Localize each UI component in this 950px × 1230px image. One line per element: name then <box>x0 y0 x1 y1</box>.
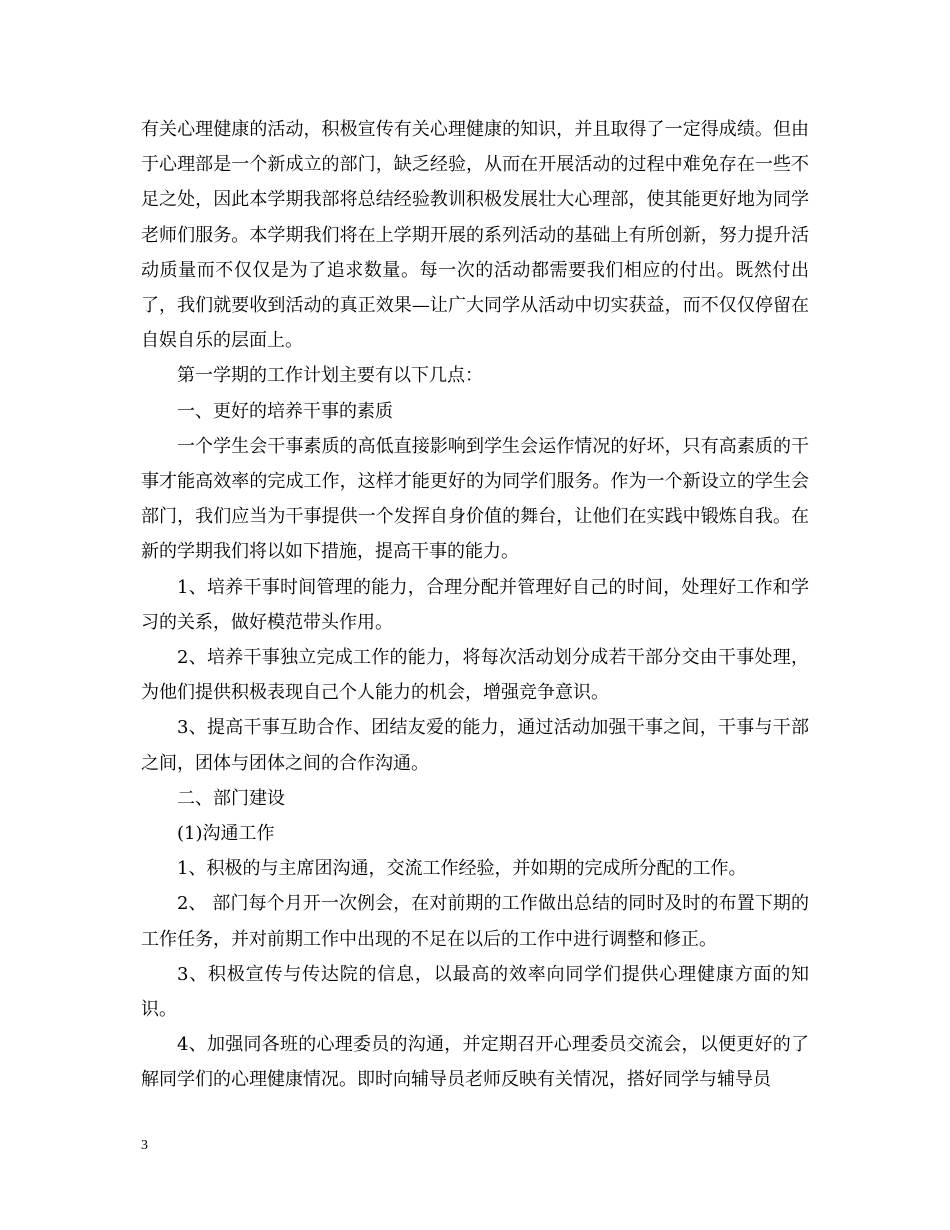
paragraph-intro: 有关心理健康的活动，积极宣传有关心理健康的知识，并且取得了一定得成绩。但由于心理部是一个新成立的部门，缺乏经验，从而在开展活动的过程中难免存在一些不足之处，因此本学期我部将总结经验教训积极发展壮大心理部，使其能更好地为同学老师们服务。本学期我们将在上学期开展的系列活动的基础上有所创新，努力提升活动质量而不仅仅是为了追求数量。每一次的活动都需要我们相应的付出。既然付出了，我们就要收到活动的真正效果—让广大同学从活动中切实获益，而不仅仅停留在自娱自乐的层面上。 <box>141 119 809 352</box>
document-body <box>141 112 809 1098</box>
list-item-publicity: 3、积极宣传与传达院的信息，以最高的效率向同学们提供心理健康方面的知识。 <box>141 963 809 1021</box>
subheading-communication: (1)沟通工作 <box>177 823 275 845</box>
list-item-class-committee: 4、加强同各班的心理委员的沟通，并定期召开心理委员交流会，以便更好的了解同学们的心理健康情况。即时向辅导员老师反映有关情况，搭好同学与辅导员 <box>141 1034 809 1091</box>
list-item-monthly-meeting: 2、 部门每个月开一次例会，在对前期的工作做出总结的同时及时的布置下期的工作任务，并对前期工作中出现的不足在以后的工作中进行调整和修正。 <box>141 893 809 950</box>
list-item-presidium: 1、积极的与主席团沟通，交流工作经验，并如期的完成所分配的工作。 <box>177 858 747 880</box>
list-item-time-management: 1、培养干事时间管理的能力，合理分配并管理好自己的时间，处理好工作和学习的关系，做好模范带头作用。 <box>141 576 809 633</box>
heading-cultivate-quality: 一、更好的培养干事的素质 <box>177 400 393 422</box>
list-item-independent-work: 2、培养干事独立完成工作的能力，将每次活动划分成若干部分交由干事处理，为他们提供积极表现自己个人能力的机会，增强竞争意识。 <box>141 647 809 704</box>
paragraph-quality-intro: 一个学生会干事素质的高低直接影响到学生会运作情况的好坏，只有高素质的干事才能高效率的完成工作，这样才能更好的为同学们服务。作为一个新设立的学生会部门，我们应当为干事提供一个发挥自身价值的舞台，让他们在实践中锻炼自我。在新的学期我们将以如下措施，提高干事的能力。 <box>141 435 809 563</box>
paragraph-plan-overview: 第一学期的工作计划主要有以下几点： <box>177 365 483 387</box>
heading-department-building: 二、部门建设 <box>177 787 285 809</box>
page-number: 3 <box>141 1138 148 1153</box>
list-item-cooperation: 3、提高干事互助合作、团结友爱的能力，通过活动加强干事之间，干事与干部之间，团体与团体之间的合作沟通。 <box>141 717 809 774</box>
